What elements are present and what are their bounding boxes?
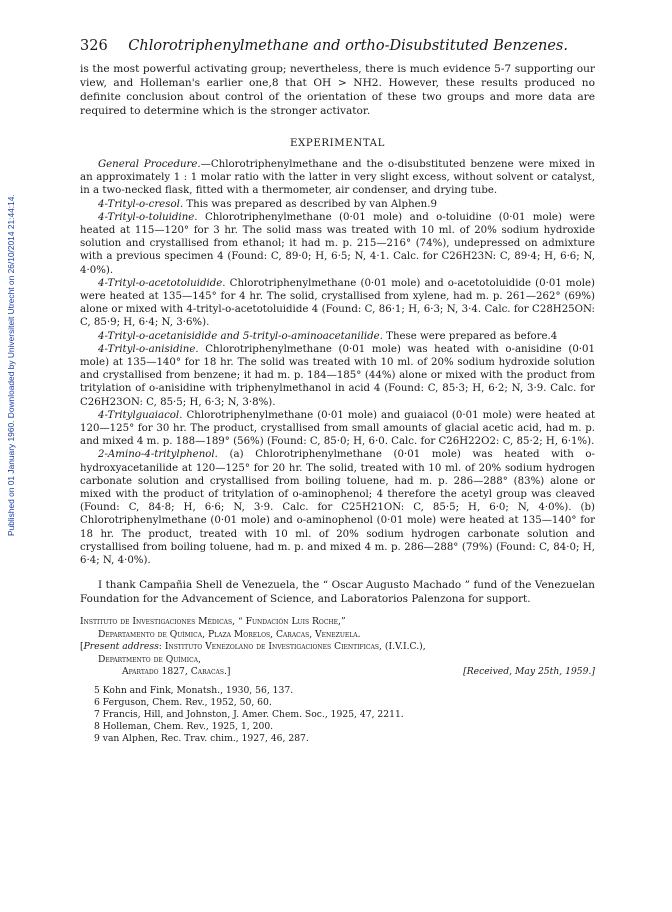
compound-title: 4-Trityl-o-acetotoluidide. xyxy=(98,277,226,289)
compound-paragraph xyxy=(80,409,595,449)
compound-title: 2-Amino-4-tritylphenol. xyxy=(98,449,218,461)
compound-text: Chlorotriphenylmethane (0·01 mole) and guaiacol (0·01 mole) were heated at 120—125° for 30 hr. The product, crystallised from small amounts of glacial acetic acid, had m. p. and mixed 4 m. p. 188—189° (56%) (Found: C, 85·0; H, 6·0. Calc. for C26H22O2: C, 85·2; H, 6·1%). xyxy=(80,409,595,448)
address-postbox: Apartado 1827, Caracas.] xyxy=(122,666,231,678)
reference-item: 9 van Alphen, Rec. Trav. chim., 1927, 46, 287. xyxy=(94,732,309,744)
compound-title: 4-Trityl-o-toluidine. xyxy=(98,211,198,223)
present-address: : Instituto Venezolano de Investigaciones Cientificas, (I.V.I.C.), xyxy=(158,641,426,653)
compound-text: Chlorotriphenylmethane (0·01 mole) and o-acetotoluidide (0·01 mole) were heated at 135—145° for 4 hr. The solid, crystallised from xylene, had m. p. 261—262° (69%) alone or mixed with 4-trityl-o-acetotoluidide 4 (Found: C, 86·1; H, 6·3; N, 3·4. Calc. for C28H25ON: C, 85·9; H, 6·4; N, 3·6%). xyxy=(80,277,595,329)
affiliation-line: Departamento de Química, Plaza Morelos, Caracas, Venezuela. xyxy=(98,628,361,640)
procedure-paragraph xyxy=(80,158,595,198)
affiliation-line: [Present address: Instituto Venezolano de Investigaciones Cientificas, (I.V.I.C.), xyxy=(80,641,426,653)
reference-item: 6 Ferguson, Chem. Rev., 1952, 50, 60. xyxy=(94,696,272,708)
page-header xyxy=(80,38,595,54)
running-title: Chlorotriphenylmethane and ortho-Disubstituted Benzenes. xyxy=(128,38,568,54)
journal-page xyxy=(80,38,595,745)
compound-paragraph xyxy=(80,211,595,277)
affiliation-block xyxy=(80,616,595,678)
reference-item: 8 Holleman, Chem. Rev., 1925, 1, 200. xyxy=(94,720,274,732)
affiliation-line: Departmento de Química, xyxy=(98,653,202,665)
download-watermark: Published on 01 January 1960. Downloaded by Universiteit Utrecht on 26/10/2014 21:44:14. xyxy=(6,194,16,536)
affiliation-line: Instituto de Investigaciones Médicas, “ Fundación Luis Roche,” xyxy=(80,616,346,628)
compound-text: This was prepared as described by van Alphen.9 xyxy=(183,198,437,210)
compound-paragraph xyxy=(80,330,595,343)
compound-title: 4-Trityl-o-anisidine. xyxy=(98,343,199,355)
procedure-title: General Procedure. xyxy=(98,159,201,170)
reference-item: 7 Francis, Hill, and Johnston, J. Amer. Chem. Soc., 1925, 47, 2211. xyxy=(94,708,404,720)
compound-paragraph xyxy=(80,198,595,211)
procedure-text: —Chlorotriphenylmethane and the o-disubstituted benzene were mixed in an approximately 1 : 1 molar ratio with the latter in very slight excess, without solvent or catalyst, in a two-necked flask, fitted with a thermometer, air condenser, and drying tube. xyxy=(80,159,595,197)
section-title: EXPERIMENTAL xyxy=(289,138,386,149)
reference-item: 5 Kohn and Fink, Monatsh., 1930, 56, 137. xyxy=(94,684,294,696)
intro-paragraph: is the most powerful activating group; nevertheless, there is much evidence 5-7 supporting our view, and Holleman's earlier one,8 that OH > NH2. However, these results produced no definite conclusion about control of the orientation of these two groups and more data are required to determine which is the stronger activator. xyxy=(80,63,595,117)
compound-paragraph xyxy=(80,448,595,567)
compound-text: (a) Chlorotriphenylmethane (0·01 mole) was heated with o-hydroxyacetanilide at 120—125° for 20 hr. The solid, treated with 10 ml. of 20% sodium hydrogen carbonate solution and crystallised from boiling toluene, had m. p. 286—288° (83%) alone or mixed with the product of tritylation of o-aminophenol; 4 therefore the acetyl group was cleaved (Found: C, 84·8; H, 6·6; N, 3·9. Calc. for C25H21ON: C, 85·5; H, 6·0; N, 4·0%). (b) Chlorotriphenylmethane (0·01 mole) and o-aminophenol (0·01 mole) were heated at 135—140° for 18 hr. The product, treated with 10 ml. of 20% sodium hydrogen carbonate solution and crystallised from boiling toluene, had m. p. and mixed 4 m. p. 286—288° (79%) (Found: C, 84·0; H, 6·4; N, 4·0%). xyxy=(80,449,595,567)
page-number: 326 xyxy=(80,38,108,54)
compound-text: Chlorotriphenylmethane (0·01 mole) and o-toluidine (0·01 mole) were heated at 115—120° for 3 hr. The solid mass was treated with 10 ml. of 20% sodium hydroxide solution and crystallised from ethanol; it had m. p. 215—216° (74%), undepressed on admixture with a previous specimen 4 (Found: C, 89·0; H, 6·5; N, 4·1. Calc. for C26H23N: C, 89·4; H, 6·6; N, 4·0%). xyxy=(80,211,595,276)
acknowledgement: I thank Campañia Shell de Venezuela, the “ Oscar Augusto Machado ” fund of the Venezuelan Foundation for the Advancement of Science, and Laboratorios Palenzona for support. xyxy=(80,579,595,605)
compound-text: These were prepared as before.4 xyxy=(382,330,558,342)
references-list xyxy=(80,685,595,745)
compound-paragraph xyxy=(80,277,595,330)
compound-text: Chlorotriphenylmethane (0·01 mole) was heated with o-anisidine (0·01 mole) at 135—140° for 18 hr. The solid was treated with 10 ml. of 20% sodium hydroxide solution and crystallised from benzene; it had m. p. 184—185° (44%) alone or mixed with the product from tritylation of o-anisidine with triphenylmethanol in acid 4 (Found: C, 85·3; H, 6·2; N, 3·9. Calc. for C26H23ON: C, 85·5; H, 6·3; N, 3·8%). xyxy=(80,343,595,408)
compound-title: 4-Trityl-o-cresol. xyxy=(98,198,184,210)
compound-title: 4-Tritylguaiacol. xyxy=(98,409,183,421)
compound-title: 4-Trityl-o-acetanisidide and 5-trityl-o-aminoacetanilide. xyxy=(98,330,383,342)
received-date: [Received, May 25th, 1959.] xyxy=(463,666,595,678)
present-address-label: Present address xyxy=(83,641,159,653)
affiliation-line xyxy=(80,666,595,678)
compound-paragraph xyxy=(80,343,595,409)
